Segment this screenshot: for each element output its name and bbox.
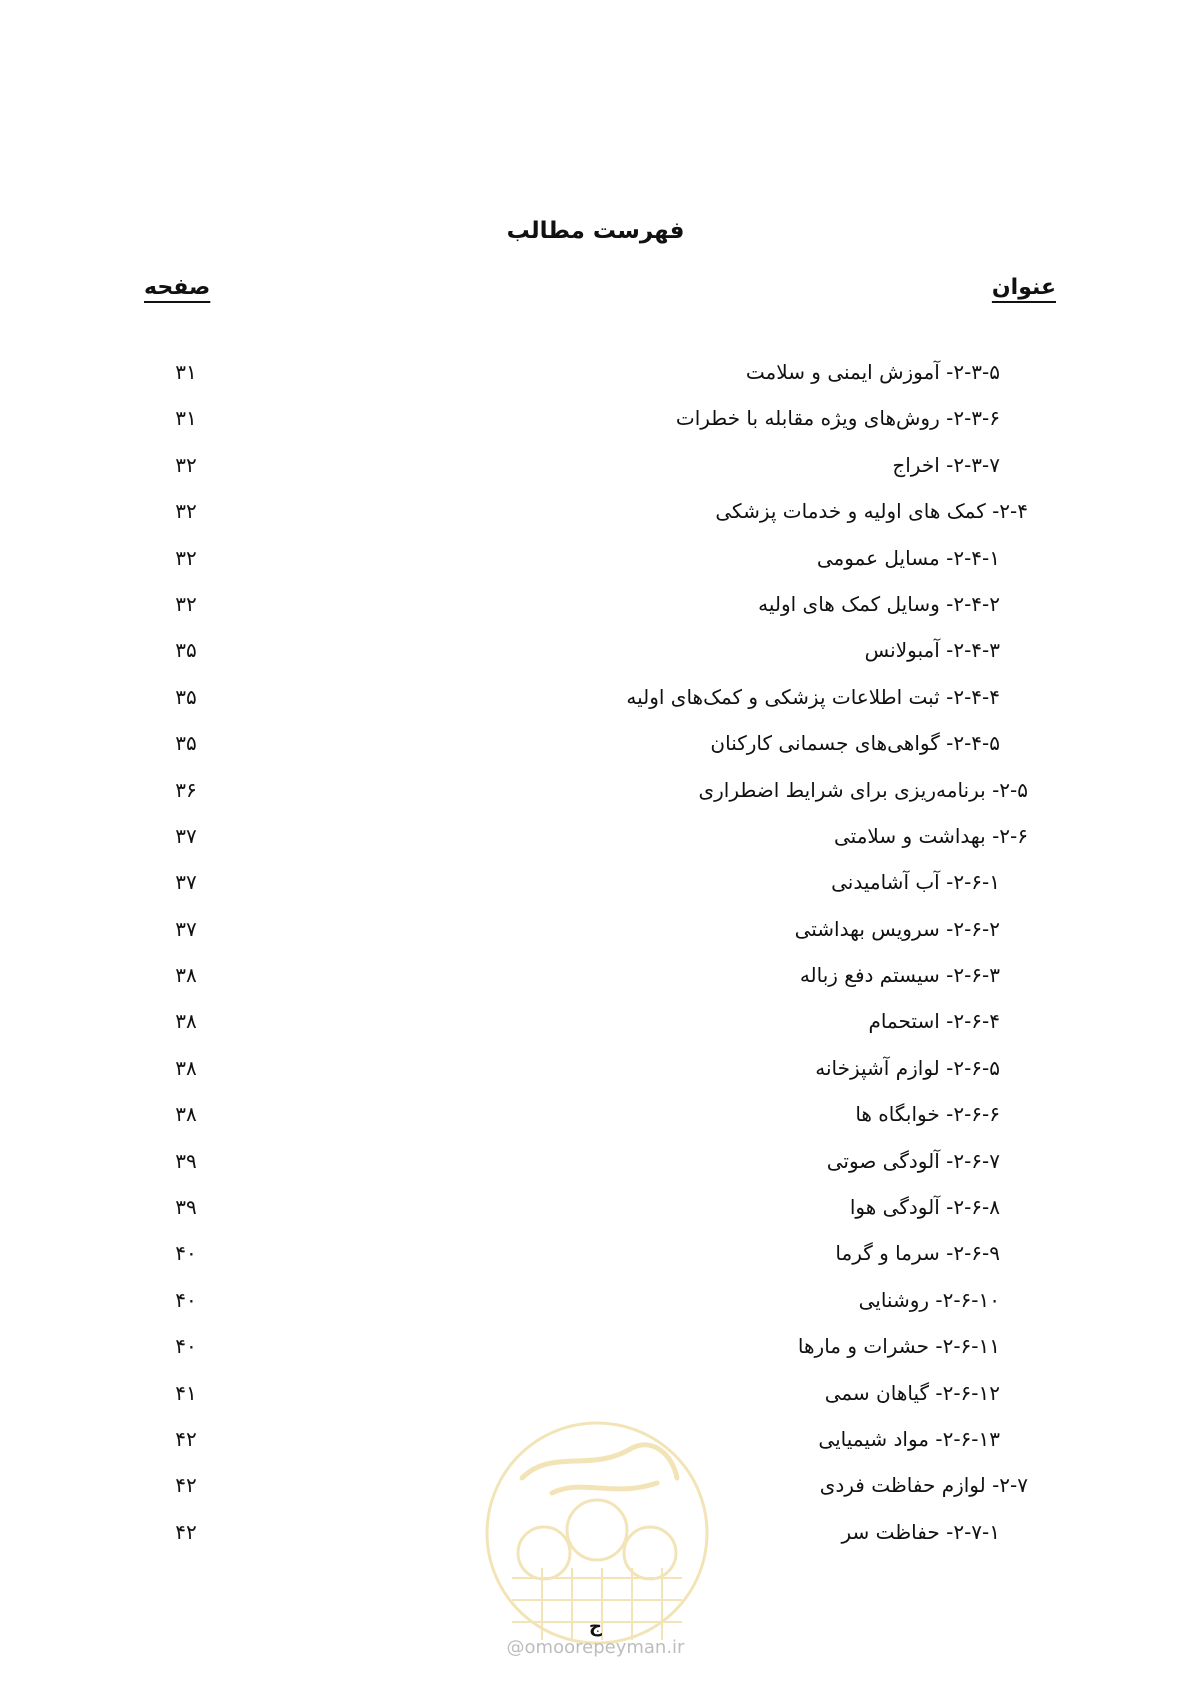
gear-icon bbox=[567, 1500, 627, 1560]
toc-entry[interactable] bbox=[0, 1193, 1191, 1239]
toc-entry-page: ۴۲ bbox=[175, 1473, 197, 1498]
toc-entry-title: ۲-۶-۷- آلودگی صوتی bbox=[826, 1148, 1000, 1173]
toc-entry[interactable] bbox=[0, 961, 1191, 1007]
toc-entry[interactable] bbox=[0, 915, 1191, 961]
toc-entry-title: ۲-۳-۶- روش‌های ویژه مقابله با خطرات bbox=[675, 406, 1000, 431]
toc-entry[interactable] bbox=[0, 404, 1191, 450]
toc-entry-title: ۲-۴-۳- آمبولانس bbox=[864, 638, 1000, 663]
toc-entry[interactable] bbox=[0, 1054, 1191, 1100]
toc-entry-title: ۲-۶-۱۱- حشرات و مارها bbox=[797, 1334, 1000, 1359]
toc-entry-title: ۲-۶-۱۲- گیاهان سمی bbox=[824, 1380, 1000, 1405]
toc-entry-title: ۲-۶-۱- آب آشامیدنی bbox=[831, 870, 1000, 895]
toc-entry-page: ۳۸ bbox=[175, 1102, 197, 1127]
toc-entry-page: ۳۸ bbox=[175, 963, 197, 988]
toc-entry-title: ۲-۶-۵- لوازم آشپزخانه bbox=[815, 1055, 1000, 1080]
toc-entry-page: ۳۷ bbox=[175, 823, 197, 848]
toc-entry-page: ۳۲ bbox=[175, 499, 197, 524]
toc-entry-title: ۲-۶-۹- سرما و گرما bbox=[835, 1241, 1000, 1266]
toc-entry[interactable] bbox=[0, 1332, 1191, 1378]
toc-entry-title: ۲-۶- بهداشت و سلامتی bbox=[834, 823, 1028, 848]
toc-entry-title: ۲-۶-۲- سرویس بهداشتی bbox=[794, 916, 1000, 941]
toc-entry-page: ۳۹ bbox=[175, 1195, 197, 1220]
toc-entry-title: ۲-۶-۶- خوابگاه ها bbox=[855, 1102, 1000, 1127]
toc-entry-page: ۴۰ bbox=[175, 1334, 197, 1359]
toc-entry-page: ۴۱ bbox=[175, 1380, 197, 1405]
toc-entry-page: ۳۵ bbox=[175, 638, 197, 663]
toc-entry-page: ۳۸ bbox=[175, 1055, 197, 1080]
toc-entry-title: ۲-۶-۸- آلودگی هوا bbox=[849, 1195, 1000, 1220]
toc-entry[interactable] bbox=[0, 822, 1191, 868]
toc-entry-title: ۲-۴-۵- گواهی‌های جسمانی کارکنان bbox=[710, 731, 1000, 756]
toc-entry[interactable] bbox=[0, 729, 1191, 775]
toc-entry-title: ۲-۴-۴- ثبت اطلاعات پزشکی و کمک‌های اولیه bbox=[626, 684, 1000, 709]
toc-entry-title: ۲-۴-۲- وسایل کمک های اولیه bbox=[758, 591, 1000, 616]
toc-entry[interactable] bbox=[0, 1239, 1191, 1285]
toc-entry-title: ۲-۶-۱۰- روشنایی bbox=[858, 1287, 1000, 1312]
toc-entry[interactable] bbox=[0, 776, 1191, 822]
toc-entry-page: ۴۰ bbox=[175, 1287, 197, 1312]
toc-entry-title: ۲-۶-۴- استحمام bbox=[868, 1009, 1000, 1034]
toc-entry-title: ۲-۴-۱- مسایل عمومی bbox=[816, 545, 1000, 570]
toc-entry-page: ۴۰ bbox=[175, 1241, 197, 1266]
toc-entry[interactable] bbox=[0, 636, 1191, 682]
toc-entry-page: ۳۲ bbox=[175, 452, 197, 477]
page-title: فهرست مطالب bbox=[506, 218, 685, 244]
toc-entry-title: ۲-۳-۷- اخراج bbox=[892, 452, 1000, 477]
toc-entry-page: ۳۷ bbox=[175, 870, 197, 895]
toc-entry[interactable] bbox=[0, 683, 1191, 729]
toc-entry-page: ۳۹ bbox=[175, 1148, 197, 1173]
toc-entry[interactable] bbox=[0, 451, 1191, 497]
toc-entry-title: ۲-۷- لوازم حفاظت فردی bbox=[819, 1473, 1028, 1498]
toc-entry-title: ۲-۶-۱۳- مواد شیمیایی bbox=[818, 1426, 1000, 1451]
toc-entry-page: ۳۵ bbox=[175, 731, 197, 756]
toc-entry[interactable] bbox=[0, 358, 1191, 404]
column-header-title: عنوان bbox=[991, 275, 1056, 300]
toc-entry-title: ۲-۷-۱- حفاظت سر bbox=[841, 1519, 1000, 1544]
toc-entry-page: ۳۸ bbox=[175, 1009, 197, 1034]
toc-entry-page: ۴۲ bbox=[175, 1519, 197, 1544]
toc-entry[interactable] bbox=[0, 1286, 1191, 1332]
toc-entry[interactable] bbox=[0, 1007, 1191, 1053]
toc-entry-page: ۳۶ bbox=[175, 777, 197, 802]
toc-entry-title: ۲-۶-۳- سیستم دفع زباله bbox=[799, 963, 1000, 988]
toc-entry[interactable] bbox=[0, 590, 1191, 636]
toc-entry-page: ۳۱ bbox=[175, 406, 197, 431]
toc-entry-title: ۲-۴- کمک های اولیه و خدمات پزشکی bbox=[715, 499, 1028, 524]
column-header-page: صفحه bbox=[144, 275, 211, 300]
toc-entry[interactable] bbox=[0, 544, 1191, 590]
toc-entry[interactable] bbox=[0, 868, 1191, 914]
toc-entry[interactable] bbox=[0, 497, 1191, 543]
toc-entry-page: ۳۲ bbox=[175, 591, 197, 616]
toc-entry-page: ۳۲ bbox=[175, 545, 197, 570]
toc-entry-page: ۳۷ bbox=[175, 916, 197, 941]
toc-entry[interactable] bbox=[0, 1100, 1191, 1146]
watermark-logo bbox=[482, 1418, 712, 1648]
toc-list bbox=[0, 358, 1191, 1564]
toc-entry-page: ۴۲ bbox=[175, 1426, 197, 1451]
toc-entry-title: ۲-۳-۵- آموزش ایمنی و سلامت bbox=[745, 360, 1000, 384]
toc-entry[interactable] bbox=[0, 1147, 1191, 1193]
page-number: ج bbox=[589, 1616, 602, 1637]
watermark-url: @omoorepeyman.ir bbox=[506, 1637, 685, 1658]
gear-icon bbox=[518, 1527, 570, 1579]
toc-entry-page: ۳۵ bbox=[175, 684, 197, 709]
toc-entry-page: ۳۱ bbox=[175, 360, 197, 384]
toc-entry-title: ۲-۵- برنامه‌ریزی برای شرایط اضطراری bbox=[698, 777, 1028, 802]
